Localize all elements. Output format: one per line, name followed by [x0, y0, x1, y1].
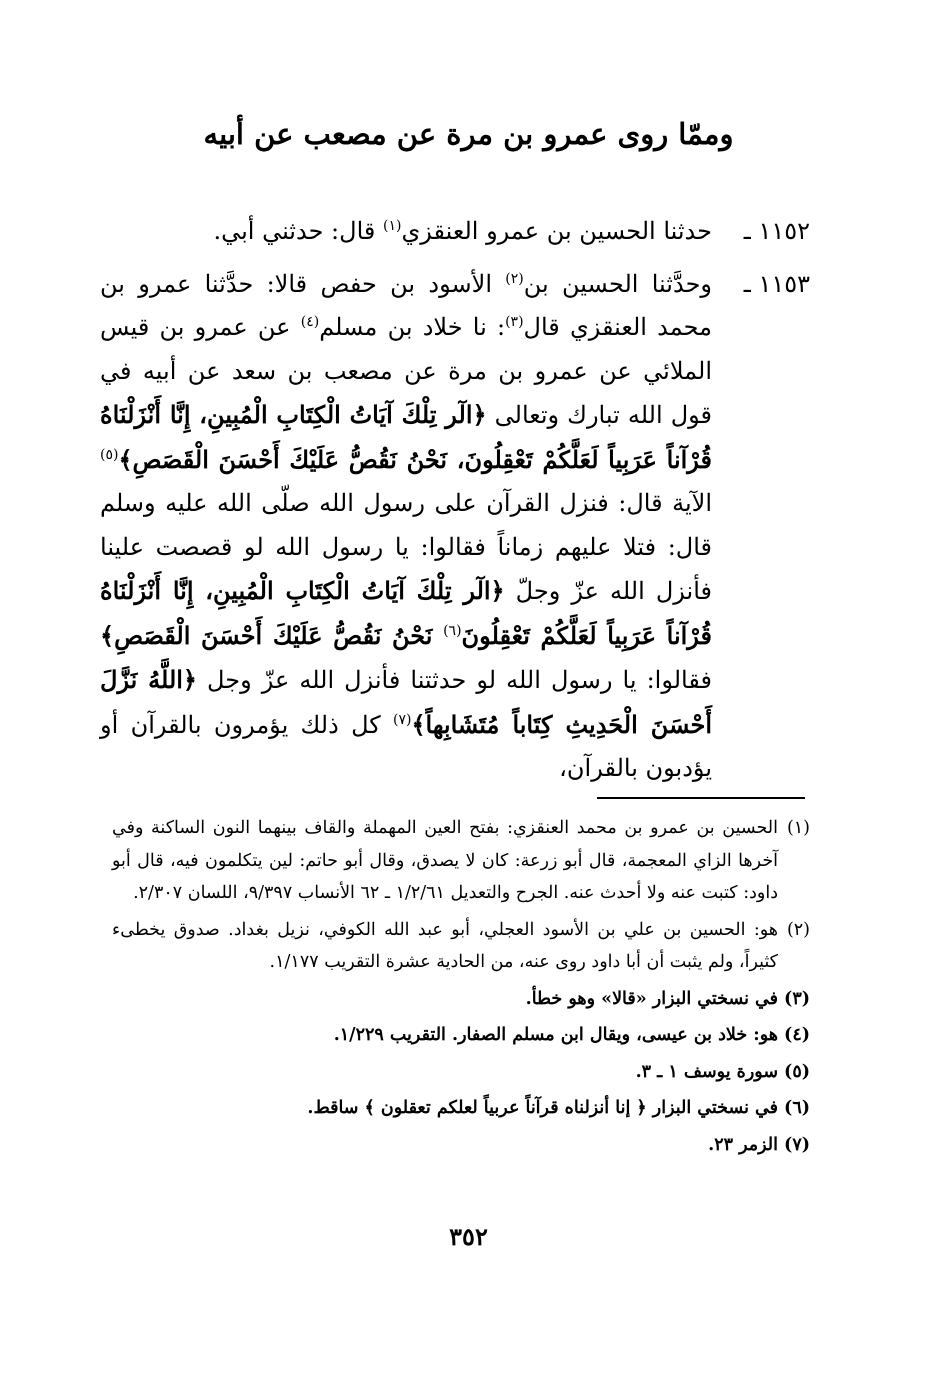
quran-verse: نَحْنُ نَقُصُّ عَلَيْكَ أَحْسَنَ الْقَصَصِ﴾ [100, 620, 444, 650]
footnote-5 [112, 1056, 810, 1089]
quran-verse: ﴿الٓر تِلْكَ آيَاتُ الْكِتَابِ الْمُبِينِ، إِنَّا أَنْزَلْنَاهُ قُرْآناً عَرَبِياً لَعَلَّكُمْ تَعْقِلُونَ [100, 576, 712, 650]
footnote-number: (٤) [784, 1025, 810, 1045]
hadith-text-segment: عن عمرو بن قيس الملائي عن عمرو بن مرة عن مصعب بن سعد عن أبيه في قول الله تبارك وتعالى [100, 313, 712, 429]
footnote-number: (٧) [784, 1134, 810, 1155]
footnotes-section [112, 812, 810, 1165]
hadith-text-segment: : نا خلاد بن مسلم [319, 313, 506, 341]
footnote-number: (٣) [784, 988, 810, 1009]
footnote-1 [112, 812, 810, 910]
hadith-1153 [100, 263, 810, 791]
footnote-text: هو: خلاد بن عيسى، ويقال ابن مسلم الصفار. التقريب ١/٢٢٩. [333, 1025, 778, 1045]
hadith-text-segment: قال: حدثني أبي. [213, 217, 383, 245]
footnote-number: (١) [786, 818, 810, 838]
hadith-text-segment: فقالوا: يا رسول الله لو حدثتنا فأنزل الله عزّ وجل [197, 666, 712, 694]
quran-verse: ﴿الٓر تِلْكَ آيَاتُ الْكِتَابِ الْمُبِينِ، إِنَّا أَنْزَلْنَاهُ قُرْآناً عَرَبِياً لَعَلَّكُمْ تَعْقِلُونَ، نَحْنُ نَقُصُّ عَلَيْكَ أَحْسَنَ الْقَصَصِ﴾ [100, 400, 712, 474]
hadith-text-segment: الأسود بن حفص قالا: حدَّثنا عمرو بن محمد العنقزي قال [100, 269, 712, 341]
hadith-text-segment: حدثنا الحسين بن عمرو العنقزي [401, 217, 712, 245]
hadith-text-segment: الآية قال: فنزل القرآن على رسول الله صلّى الله عليه وسلم قال: فتلا عليهم زماناً فقالوا: يا رسول الله لو قصصت علينا فأنزل الله عزّ وجلّ [100, 489, 712, 605]
footnote-3 [112, 983, 810, 1016]
footnote-ref: (١) [383, 218, 402, 234]
hadith-number: ١١٥٢ ـ [743, 217, 810, 245]
footnote-ref: (٤) [300, 314, 320, 330]
page-number: ٣٥٢ [449, 1222, 488, 1251]
footnote-ref: (٧) [393, 711, 412, 728]
hadith-1152 [100, 210, 810, 254]
footnote-ref: (٦) [443, 622, 462, 639]
footnote-ref: (٣) [505, 314, 524, 330]
hadith-text-segment: وحدَّثنا الحسين بن [523, 269, 712, 298]
section-heading: وممّا روى عمرو بن مرة عن مصعب عن أبيه [203, 117, 734, 151]
footnote-number: (٥) [784, 1061, 810, 1082]
footnote-4 [112, 1019, 810, 1052]
quran-verse: ﴿اللَّهُ نَزَّلَ أَحْسَنَ الْحَدِيثِ كِتَاباً مُتَشَابِهاً﴾ [100, 665, 712, 739]
footnote-number: (٢) [786, 919, 810, 940]
footnote-text: الزمر ٢٣. [708, 1134, 778, 1155]
footnote-text: الحسين بن عمرو بن محمد العنقزي: بفتح العين المهملة والقاف بينهما النون الساكنة وفي آخرها الزاي المعجمة، قال أبو زرعة: كان لا يصدق، وقال أبو حاتم: لين يتكلمون فيه، قال أبو داود: كتبت عنه ولا أحدث عنه. الجرح والتعديل ١/٢/٦١ ـ ٦٢ الأنساب ٩/٣٩٧، اللسان ٢/٣٠٧. [112, 818, 778, 903]
footnote-text: في نسختي البزار ﴿ إنا أنزلناه قرآناً عربياً لعلكم تعقلون ﴾ ساقط. [307, 1098, 778, 1118]
hadith-body [100, 210, 810, 800]
hadith-number: ١١٥٣ ـ [743, 269, 810, 298]
footnote-text: هو: الحسين بن علي بن الأسود العجلي، أبو عبد الله الكوفي، نزيل بغداد. صدوق يخطىء كثيراً، ولم يثبت أن أبا داود روى عنه، من الحادية عشرة التقريب ١/١٧٧. [112, 919, 778, 972]
footnote-divider [597, 797, 805, 799]
footnote-2 [112, 914, 810, 979]
footnote-ref: (٢) [505, 270, 524, 287]
hadith-text-segment: كل ذلك يؤمرون بالقرآن أو يؤدبون بالقرآن، [100, 710, 712, 782]
footnote-6 [112, 1092, 810, 1125]
footnote-ref: (٥) [100, 446, 119, 463]
footnote-text: سورة يوسف ١ ـ ٣. [635, 1061, 778, 1082]
footnote-7 [112, 1129, 810, 1162]
footnote-number: (٦) [784, 1098, 810, 1118]
footnote-text: في نسختي البزار «قالا» وهو خطأ. [525, 988, 778, 1009]
